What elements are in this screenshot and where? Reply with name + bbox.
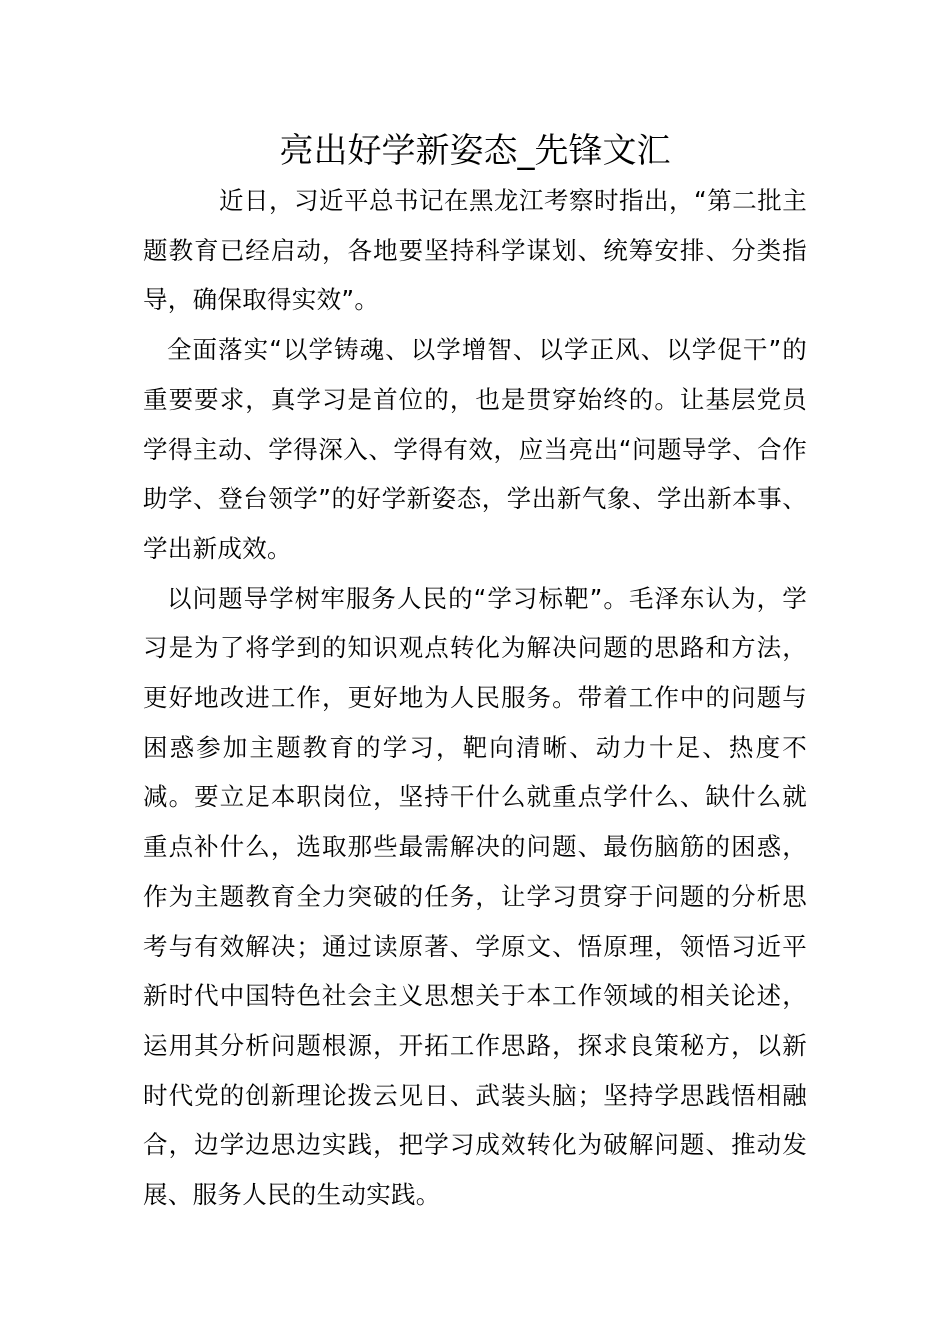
paragraph-3: 以问题导学树牢服务人民的“学习标靶”。毛泽东认为，学习是为了将学到的知识观点转化为解决问题的思路和方法，更好地改进工作，更好地为人民服务。带着工作中的问题与困惑参加主题教育的学习，靶向清晰、动力十足、热度不减。要立足本职岗位，坚持干什么就重点学什么、缺什么就重点补什么，选取那些最需解决的问题、最伤脑筋的困惑，作为主题教育全力突破的任务，让学习贯穿于问题的分析思考与有效解决；通过读原著、学原文、悟原理，领悟习近平新时代中国特色社会主义思想关于本工作领域的相关论述，运用其分析问题根源，开拓工作思路，探求良策秘方，以新时代党的创新理论拨云见日、武装头脑；坚持学思践悟相融合，边学边思边实践，把学习成效转化为破解问题、推动发展、服务人民的生动实践。 [143, 583, 807, 1210]
paragraph-1: 近日，习近平总书记在黑龙江考察时指出，“第二批主题教育已经启动，各地要坚持科学谋划、统筹安排、分类指导，确保取得实效”。 [143, 186, 807, 315]
document-body [143, 176, 807, 1220]
document-title: 亮出好学新姿态_先锋文汇 [279, 131, 671, 171]
paragraph-2: 全面落实“以学铸魂、以学增智、以学正风、以学促干”的重要要求，真学习是首位的，也是贯穿始终的。让基层党员学得主动、学得深入、学得有效，应当亮出“问题导学、合作助学、登台领学”的好学新姿态，学出新气象、学出新本事、学出新成效。 [143, 335, 807, 563]
